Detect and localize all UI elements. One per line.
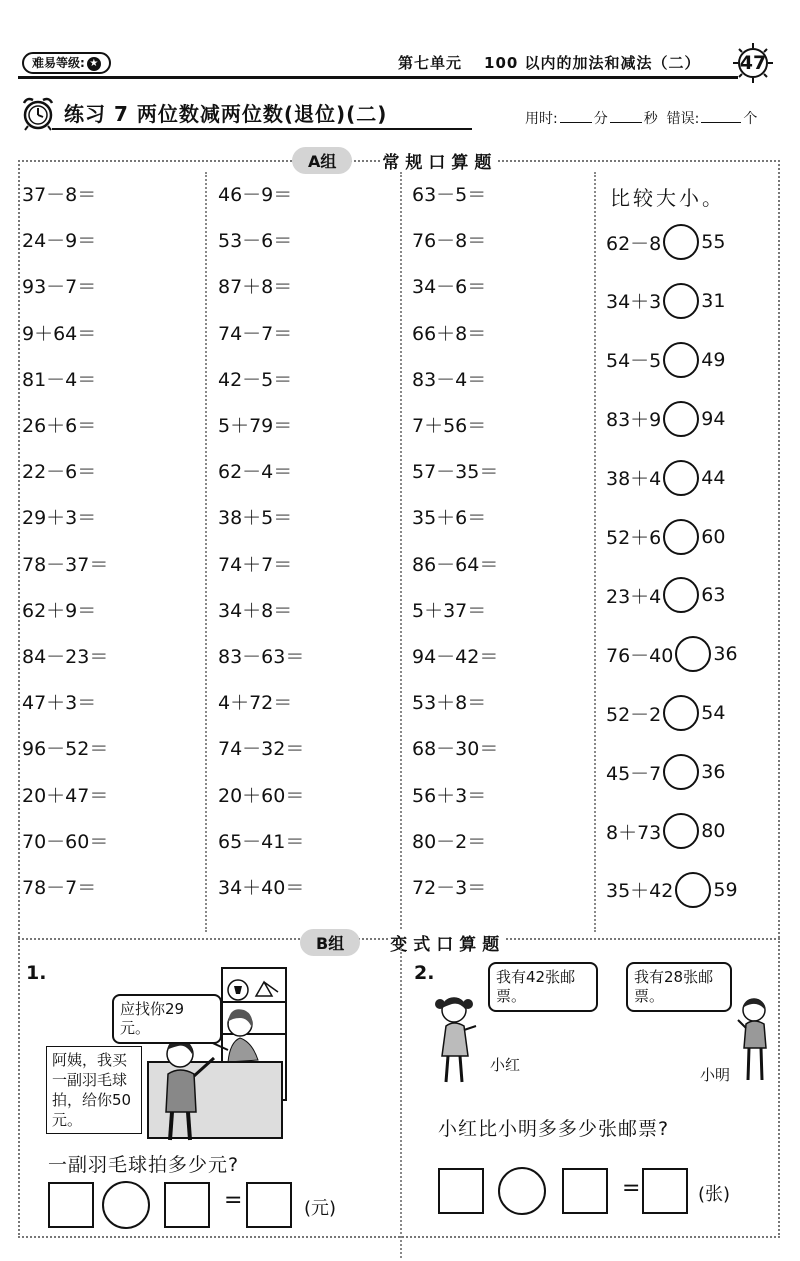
difficulty-text: 难易等级:: [32, 56, 85, 70]
answer-box[interactable]: [48, 1182, 94, 1228]
compare-left: 8＋73: [606, 821, 662, 844]
compare-left: 52－2: [606, 703, 662, 726]
errors-label: 错误:: [666, 111, 700, 127]
compare-item: [606, 460, 725, 496]
arithmetic-problem: 53－6＝: [218, 230, 293, 253]
arithmetic-problem: 62＋9＝: [22, 599, 97, 622]
answer-box[interactable]: [562, 1168, 608, 1214]
compare-right: 94: [701, 407, 726, 430]
arithmetic-problem: 20＋60＝: [218, 784, 305, 807]
minutes-blank[interactable]: [560, 109, 592, 123]
shop-scene-illustration: [140, 962, 290, 1144]
girl-name-label: 小红: [490, 1056, 521, 1074]
answer-box[interactable]: [642, 1168, 688, 1214]
arithmetic-problem: 70－60＝: [22, 830, 109, 853]
column-divider: [594, 172, 596, 932]
compare-circle[interactable]: [663, 754, 699, 790]
compare-title: 比较大小。: [610, 186, 725, 210]
compare-circle[interactable]: [663, 813, 699, 849]
compare-item: [606, 636, 738, 672]
arithmetic-problem: 62－4＝: [218, 461, 293, 484]
arithmetic-problem: 63－5＝: [412, 184, 487, 206]
answer-box[interactable]: [246, 1182, 292, 1228]
compare-circle[interactable]: [675, 872, 711, 908]
arithmetic-problem: 47＋3＝: [22, 692, 97, 715]
compare-right: 60: [701, 525, 726, 548]
arithmetic-problem: 7＋56＝: [412, 415, 487, 437]
compare-circle[interactable]: [663, 401, 699, 437]
seconds-label: 秒: [643, 111, 658, 127]
errors-blank[interactable]: [701, 109, 741, 123]
page-number-badge: [732, 42, 774, 84]
equals-sign: =: [224, 1188, 243, 1213]
group-a-header: [292, 146, 497, 174]
operator-circle[interactable]: [498, 1167, 546, 1215]
arithmetic-problem: 29＋3＝: [22, 507, 97, 530]
arithmetic-problem: 22－6＝: [22, 461, 97, 484]
minutes-label: 分: [593, 111, 608, 127]
compare-item: [606, 695, 725, 731]
equals-sign: =: [622, 1176, 641, 1201]
group-a-pill: A组: [292, 147, 352, 174]
arithmetic-problem: 87＋8＝: [218, 276, 293, 299]
arithmetic-problem: 72－3＝: [412, 877, 487, 899]
unit-title: 100 以内的加法和减法（二）: [484, 54, 701, 72]
arithmetic-problem: 26＋6＝: [22, 415, 97, 437]
answer-box[interactable]: [438, 1168, 484, 1214]
compare-left: 34＋3: [606, 291, 662, 314]
compare-left: 76－40: [606, 644, 674, 667]
group-b-divider: [400, 948, 402, 1258]
compare-circle[interactable]: [663, 224, 699, 260]
group-b-header: [300, 928, 505, 956]
compare-right: 54: [701, 702, 726, 725]
arithmetic-problem: 42－5＝: [218, 368, 293, 391]
compare-item: [606, 401, 725, 437]
answer-box[interactable]: [164, 1182, 210, 1228]
compare-circle[interactable]: [663, 342, 699, 378]
compare-circle[interactable]: [663, 695, 699, 731]
group-b-pill: B组: [300, 929, 360, 956]
arithmetic-problem: 20＋47＝: [22, 784, 109, 807]
arithmetic-problem: 57－35＝: [412, 461, 499, 484]
arithmetic-problem: 93－7＝: [22, 276, 97, 299]
arithmetic-problem: 68－30＝: [412, 738, 499, 761]
compare-item: [606, 342, 725, 378]
arithmetic-problem: 53＋8＝: [412, 692, 487, 715]
seconds-blank[interactable]: [610, 109, 642, 123]
group-b-title: 变式口算题: [390, 930, 505, 955]
arithmetic-problem: 78－7＝: [22, 877, 97, 899]
compare-left: 23＋4: [606, 585, 662, 608]
compare-left: 83＋9: [606, 409, 662, 432]
group-a-title: 常规口算题: [382, 148, 497, 173]
compare-item: [606, 813, 725, 849]
compare-left: 45－7: [606, 762, 662, 785]
arithmetic-problem: 65－41＝: [218, 830, 305, 853]
compare-right: 63: [701, 584, 726, 607]
compare-left: 54－5: [606, 350, 662, 373]
clerk-speech-bubble: 应找你29元。: [112, 994, 222, 1044]
arithmetic-problem: 80－2＝: [412, 830, 487, 853]
compare-right: 49: [701, 348, 726, 371]
arithmetic-problem: 34＋8＝: [218, 599, 293, 622]
compare-left: 52＋6: [606, 527, 662, 549]
arithmetic-problem: 66＋8＝: [412, 322, 487, 345]
title-underline: [52, 128, 472, 130]
compare-right: 36: [701, 761, 726, 784]
compare-item: [606, 872, 738, 908]
compare-right: 31: [701, 289, 726, 312]
errors-unit: 个: [743, 111, 758, 127]
compare-right: 59: [713, 878, 738, 901]
arithmetic-problem: 38＋5＝: [218, 507, 293, 530]
boy-name-label: 小明: [700, 1066, 731, 1084]
arithmetic-problem: 96－52＝: [22, 738, 109, 761]
boy-speech-box: 阿姨，我买一副羽毛球拍，给你50元。: [46, 1046, 142, 1134]
arithmetic-problem: 56＋3＝: [412, 784, 487, 807]
question-2-number: 2.: [414, 962, 435, 984]
unit-label: (元): [304, 1198, 337, 1219]
compare-item: [606, 754, 725, 790]
arithmetic-problem: 84－23＝: [22, 646, 109, 668]
compare-right: 80: [701, 820, 726, 842]
arithmetic-problem: 81－4＝: [22, 368, 97, 391]
operator-circle[interactable]: [102, 1181, 150, 1229]
question-1-text: 一副羽毛球拍多少元?: [48, 1154, 240, 1176]
arithmetic-problem: 83－4＝: [412, 368, 487, 391]
unit-label: (张): [698, 1184, 731, 1205]
compare-circle[interactable]: [663, 283, 699, 319]
arithmetic-problem: 78－37＝: [22, 553, 109, 576]
girl-xiaohong-illustration: [432, 990, 478, 1086]
compare-left: 62－8: [606, 232, 662, 255]
compare-circle[interactable]: [663, 460, 699, 496]
arithmetic-problem: 34－6＝: [412, 276, 487, 299]
alarm-clock-icon: [16, 94, 60, 132]
exercise-title: 练习 7 两位数减两位数(退位)(二): [64, 102, 388, 126]
arithmetic-problem: 5＋79＝: [218, 415, 293, 437]
exercise-title-bar: [16, 94, 466, 132]
compare-circle[interactable]: [675, 636, 711, 672]
page-number: 47: [739, 52, 767, 74]
arithmetic-problem: 46－9＝: [218, 184, 293, 206]
arithmetic-problem: 34＋40＝: [218, 877, 305, 899]
question-1-number: 1.: [26, 962, 47, 984]
compare-circle[interactable]: [663, 519, 699, 555]
arithmetic-problem: 94－42＝: [412, 646, 499, 668]
boy-speech-bubble: 我有28张邮票。: [626, 962, 732, 1012]
compare-right: 44: [701, 466, 726, 489]
compare-left: 38＋4: [606, 468, 662, 491]
arithmetic-problem: 74－32＝: [218, 738, 305, 761]
arithmetic-problem: 76－8＝: [412, 230, 487, 253]
timer-record: [525, 108, 757, 128]
column-divider: [400, 172, 402, 932]
arithmetic-problem: 74＋7＝: [218, 553, 293, 576]
page-header: [18, 48, 780, 78]
arithmetic-problem: 74－7＝: [218, 322, 293, 345]
unit-label: 第七单元: [398, 54, 463, 72]
compare-item: [606, 283, 725, 319]
arithmetic-problem: 5＋37＝: [412, 599, 487, 622]
compare-item: [606, 224, 725, 260]
arithmetic-problem: 9＋64＝: [22, 322, 97, 345]
compare-circle[interactable]: [663, 577, 699, 613]
compare-item: [606, 577, 725, 613]
compare-item: [606, 519, 725, 555]
arithmetic-problem: 83－63＝: [218, 646, 305, 668]
column-divider: [205, 172, 207, 932]
arithmetic-problem: 24－9＝: [22, 230, 97, 253]
arithmetic-problem: 4＋72＝: [218, 692, 293, 715]
timer-used-label: 用时:: [525, 111, 558, 127]
star-icon: ★: [87, 57, 101, 71]
header-rule: [18, 76, 738, 79]
boy-xiaoming-illustration: [736, 994, 774, 1084]
compare-right: 36: [713, 643, 738, 666]
question-2-text: 小红比小明多多少张邮票?: [438, 1118, 670, 1140]
compare-left: 35＋42: [606, 880, 674, 903]
compare-right: 55: [701, 231, 726, 253]
difficulty-label: [22, 52, 111, 74]
unit-heading: [398, 52, 701, 73]
arithmetic-problem: 37－8＝: [22, 184, 97, 206]
arithmetic-problem: 86－64＝: [412, 553, 499, 576]
girl-speech-bubble: 我有42张邮票。: [488, 962, 598, 1012]
arithmetic-problem: 35＋6＝: [412, 507, 487, 530]
